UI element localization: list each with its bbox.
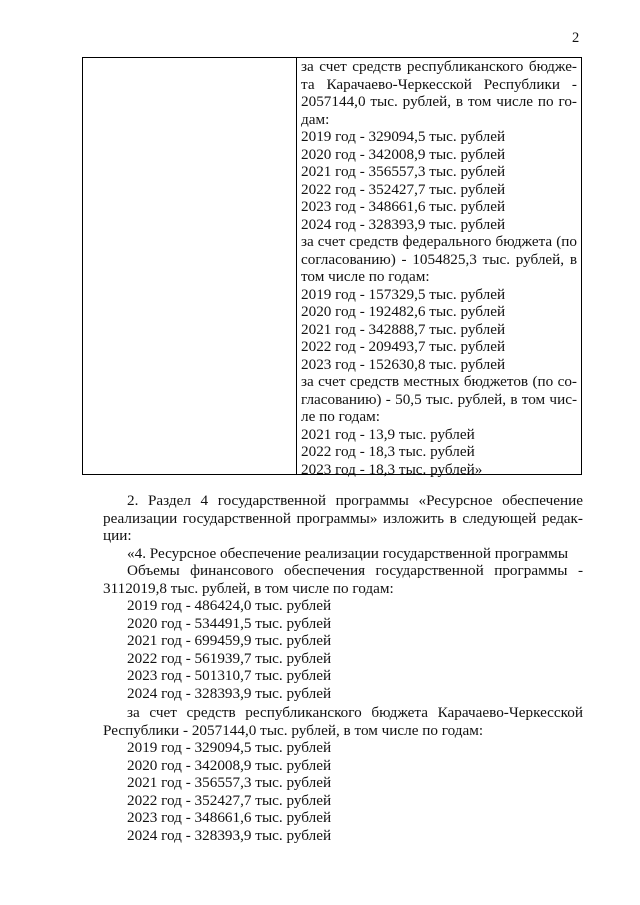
table-line: 2022 год - 18,3 тыс. рублей xyxy=(301,443,475,460)
paragraph-line: Республики - 2057144,0 тыс. рублей, в том числе по годам: xyxy=(103,721,484,739)
table-line: та Карачаево-Черкесской Республики - xyxy=(301,75,577,93)
table-line: 2021 год - 13,9 тыс. рублей xyxy=(301,425,475,443)
republican-years-list xyxy=(127,739,331,844)
section-2-paragraph xyxy=(103,492,583,545)
table-line: 2023 год - 348661,6 тыс. рублей xyxy=(301,198,506,215)
table-line: 2057144,0 тыс. рублей, в том числе по го- xyxy=(301,93,577,110)
republican-paragraph xyxy=(103,704,583,739)
year-line: 2023 год - 348661,6 тыс. рублей xyxy=(127,809,332,826)
year-line: 2023 год - 501310,7 тыс. рублей xyxy=(127,667,332,684)
year-line: 2022 год - 352427,7 тыс. рублей xyxy=(127,791,332,809)
table-line: дам: xyxy=(301,110,330,128)
table-line: 2020 год - 342008,9 тыс. рублей xyxy=(301,145,506,163)
year-line: 2024 год - 328393,9 тыс. рублей xyxy=(127,684,332,702)
table-line: 2024 год - 328393,9 тыс. рублей xyxy=(301,215,506,233)
table-line: за счет средств республиканского бюдже- xyxy=(301,58,577,75)
year-line: 2021 год - 699459,9 тыс. рублей xyxy=(127,632,332,649)
volumes-paragraph xyxy=(103,562,583,597)
table-line: за счет средств федерального бюджета (по xyxy=(301,233,577,250)
year-line: 2021 год - 356557,3 тыс. рублей xyxy=(127,774,332,791)
table-line: ле по годам: xyxy=(301,408,380,425)
paragraph-line: 3112019,8 тыс. рублей, в том числе по годам: xyxy=(103,579,394,597)
funding-table xyxy=(82,57,582,478)
table-line: 2019 год - 329094,5 тыс. рублей xyxy=(301,128,506,145)
table-line: 2022 год - 209493,7 тыс. рублей xyxy=(301,338,506,355)
year-line: 2020 год - 534491,5 тыс. рублей xyxy=(127,614,332,632)
table-line: 2022 год - 352427,7 тыс. рублей xyxy=(301,180,506,198)
paragraph-line: ции: xyxy=(103,527,132,544)
section-4-heading: «4. Ресурсное обеспечение реализации государственной программы xyxy=(127,545,569,562)
volumes-years-list xyxy=(127,597,331,702)
year-line: 2024 год - 328393,9 тыс. рублей xyxy=(127,826,332,844)
table-line: 2019 год - 157329,5 тыс. рублей xyxy=(301,285,506,303)
table-line: 2020 год - 192482,6 тыс. рублей xyxy=(301,303,506,320)
year-line: 2019 год - 486424,0 тыс. рублей xyxy=(127,597,332,614)
table-line: том числе по годам: xyxy=(301,268,430,285)
paragraph-line: Объемы финансового обеспечения государственной программы - xyxy=(127,562,583,579)
table-line: согласованию) - 1054825,3 тыс. рублей, в xyxy=(301,250,577,268)
table-line: 2021 год - 342888,7 тыс. рублей xyxy=(301,320,506,338)
table-line: 2023 год - 18,3 тыс. рублей» xyxy=(301,460,483,478)
paragraph-line: 2. Раздел 4 государственной программы «Ресурсное обеспечение xyxy=(127,492,583,509)
year-line: 2020 год - 342008,9 тыс. рублей xyxy=(127,756,332,774)
page-number: 2 xyxy=(572,30,580,46)
table-line: за счет средств местных бюджетов (по со- xyxy=(301,373,577,390)
table-right-cell xyxy=(301,58,577,478)
table-column-divider xyxy=(296,58,297,474)
paragraph-line: реализации государственной программы» изложить в следующей редак- xyxy=(103,509,583,527)
paragraph-line: за счет средств республиканского бюджета Карачаево-Черкесской xyxy=(127,704,583,721)
year-line: 2019 год - 329094,5 тыс. рублей xyxy=(127,739,332,756)
table-line: 2021 год - 356557,3 тыс. рублей xyxy=(301,163,506,180)
year-line: 2022 год - 561939,7 тыс. рублей xyxy=(127,649,332,667)
table-line: 2023 год - 152630,8 тыс. рублей xyxy=(301,355,506,373)
table-line: гласованию) - 50,5 тыс. рублей, в том чис- xyxy=(301,390,577,408)
